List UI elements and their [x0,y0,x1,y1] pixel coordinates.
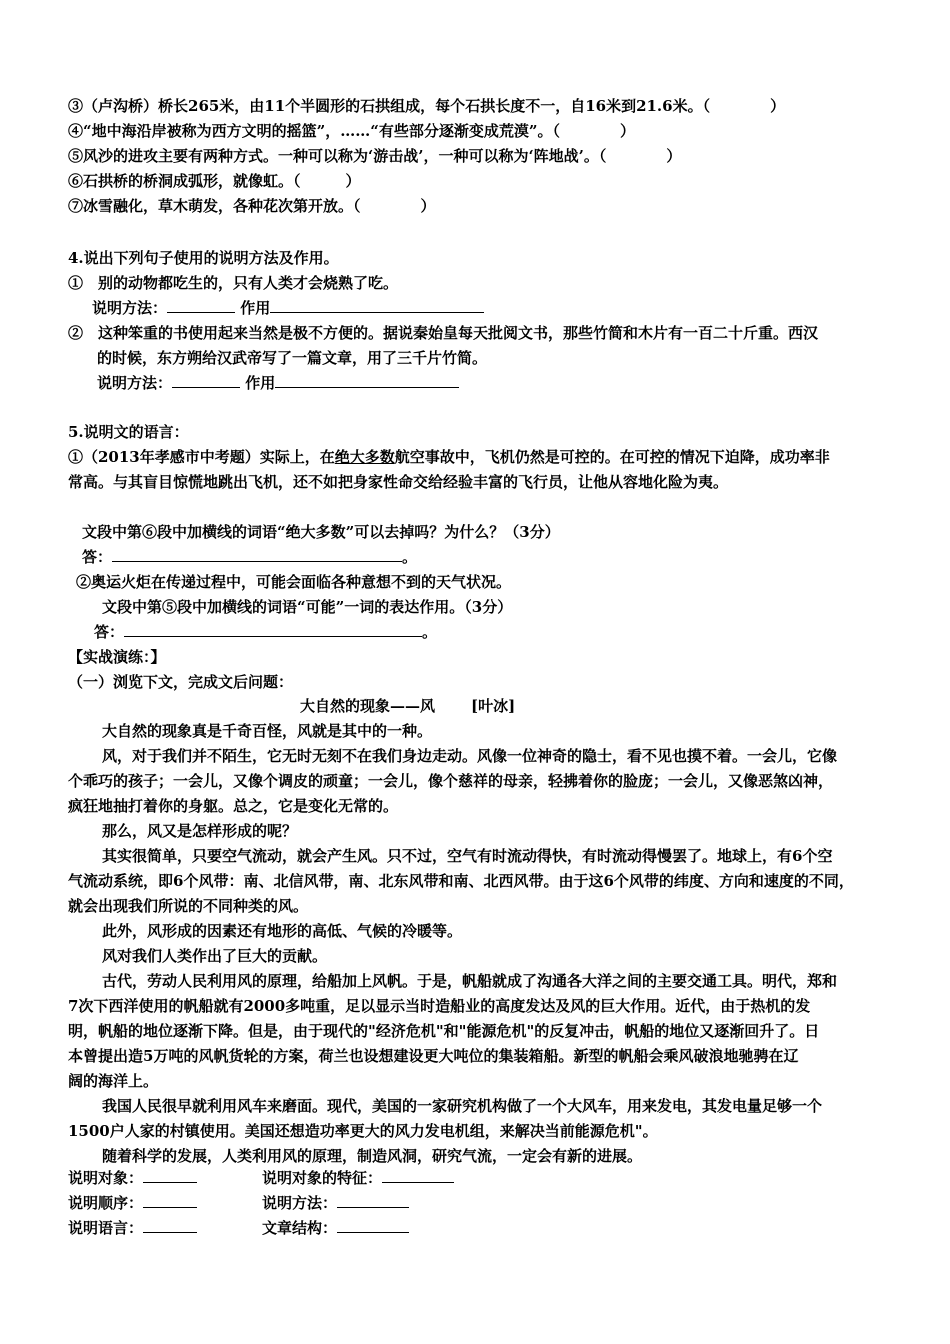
q3-item-3: ③（卢沟桥）桥长265米，由11个半圆形的石拱组成，每个石拱长度不一，自16米到21.6米。（ ） [68,97,786,115]
article-line: 大自然的现象真是千奇百怪，风就是其中的一种。 [102,722,433,740]
effect-label: 作用 [240,299,271,317]
article-author: [叶冰] [471,697,516,715]
q3-item-7: ⑦冰雪融化，草木萌发，各种花次第开放。（ ） [68,197,436,215]
field-label: 说明顺序： [68,1194,144,1212]
field-language [68,1216,197,1240]
answer-label: 答： [82,548,113,566]
q5-item-2-question: 文段中第⑤段中加横线的词语“可能”一词的表达作用。（3分） [102,598,513,616]
field-order [68,1191,197,1215]
method-blank[interactable] [172,372,240,388]
field-method [262,1191,409,1215]
field-label: 说明对象： [68,1169,144,1187]
method-label: 说明方法： [97,374,173,392]
article-line: 我国人民很早就利用风车来磨面。现代，美国的一家研究机构做了一个大风车，用来发电，其发电量足够一个 [102,1097,823,1115]
method-blank[interactable] [167,297,235,313]
effect-blank[interactable] [275,372,459,388]
q4-item-2-answer [97,371,459,395]
article-title-text: 大自然的现象——风 [300,697,436,715]
q5-heading: 5.说明文的语言： [68,423,189,441]
field-feature [262,1166,454,1190]
article-line: 此外，风形成的因素还有地形的高低、气候的冷暖等。 [102,922,463,940]
article-line: 其实很简单，只要空气流动，就会产生风。只不过，空气有时流动得快，有时流动得慢罢了。地球上，有6个空 [102,847,833,865]
article-line: 风对我们人类作出了巨大的贡献。 [102,947,328,965]
field-blank[interactable] [143,1217,197,1233]
q4-item-1-answer [92,296,484,320]
q3-item-4: ④“地中海沿岸被称为西方文明的摇篮”，……“有些部分逐渐变成荒漠”。（ ） [68,122,636,140]
article-line: 就会出现我们所说的不同种类的风。 [68,897,309,915]
field-label: 说明语言： [68,1219,144,1237]
article-line: 本曾提出造5万吨的风帆货轮的方案，荷兰也设想建设更大吨位的集装箱船。新型的帆船会乘风破浪地驰骋在辽 [68,1047,799,1065]
answer-blank[interactable] [124,621,422,637]
q5-item-2: ②奥运火炬在传递过程中，可能会面临各种意想不到的天气状况。 [76,573,512,591]
q5-text: ①（2013年孝感市中考题）实际上，在 [68,448,335,466]
field-blank[interactable] [382,1167,454,1183]
field-structure [262,1216,409,1240]
answer-end: 。 [422,623,438,641]
q4-item-2-line1: ② 这种笨重的书使用起来当然是极不方便的。据说秦始皇每天批阅文书，那些竹简和木片有一百二十斤重。西汉 [68,324,819,342]
q5-item-1-line1 [68,445,830,469]
q3-item-6: ⑥石拱桥的桥洞成弧形，就像虹。（ ） [68,172,361,190]
article-line: 阔的海洋上。 [68,1072,159,1090]
article-line: 疯狂地抽打着你的身躯。总之，它是变化无常的。 [68,797,399,815]
q5-item-2-answer [94,620,437,644]
method-label: 说明方法： [92,299,168,317]
article-line: 那么，风又是怎样形成的呢？ [102,822,298,840]
field-label: 文章结构： [262,1219,338,1237]
answer-end: 。 [402,548,418,566]
q5-item-1-line2: 常高。与其盲目惊慌地跳出飞机，还不如把身家性命交给经验丰富的飞行员，让他从容地化险为夷。 [68,473,729,491]
q5-text: 航空事故中，飞机仍然是可控的。在可控的情况下迫降，成功率非 [394,448,830,466]
article-line: 7次下西洋使用的帆船就有2000多吨重，足以显示当时造船业的高度发达及风的巨大作用。近代，由于热机的发 [68,997,811,1015]
article-line: 个乖巧的孩子；一会儿，又像个调皮的顽童；一会儿，像个慈祥的母亲，轻拂着你的脸庞；一会儿，又像恶煞凶神， [68,772,834,790]
practice-intro: （一）浏览下文，完成文后问题： [68,673,294,691]
article-line: 明，帆船的地位逐渐下降。但是，由于现代的"经济危机"和"能源危机"的反复冲击，帆船的地位又逐渐回升了。日 [68,1022,820,1040]
article-line: 随着科学的发展，人类利用风的原理，制造风洞，研究气流，一定会有新的进展。 [102,1147,643,1165]
underlined-word: 绝大多数 [334,448,395,466]
answer-blank[interactable] [112,546,402,562]
field-blank[interactable] [143,1167,197,1183]
q4-item-2-line2: 的时候，东方朔给汉武帝写了一篇文章，用了三千片竹简。 [97,349,488,367]
practice-heading: 【实战演练：】 [68,648,166,666]
field-object [68,1166,197,1190]
field-blank[interactable] [143,1192,197,1208]
field-blank[interactable] [337,1192,409,1208]
q5-item-1-question: 文段中第⑥段中加横线的词语“绝大多数”可以去掉吗？为什么？（3分） [82,523,560,541]
q3-item-5: ⑤风沙的进攻主要有两种方式。一种可以称为‘游击战’，一种可以称为‘阵地战’。（ ） [68,147,682,165]
answer-label: 答： [94,623,125,641]
article-title [300,694,515,718]
field-blank[interactable] [337,1217,409,1233]
field-label: 说明方法： [262,1194,338,1212]
q5-item-1-answer [82,545,417,569]
q4-heading: 4.说出下列句子使用的说明方法及作用。 [68,249,339,267]
article-line: 1500户人家的村镇使用。美国还想造功率更大的风力发电机组，来解决当前能源危机"。 [68,1122,658,1140]
q4-item-1: ① 别的动物都吃生的，只有人类才会烧熟了吃。 [68,274,399,292]
effect-blank[interactable] [270,297,484,313]
article-line: 气流动系统，即6个风带：南、北信风带，南、北东风带和南、北西风带。由于这6个风带的纬度、方向和速度的不同， [68,872,854,890]
article-line: 古代，劳动人民利用风的原理，给船加上风帆。于是，帆船就成了沟通各大洋之间的主要交通工具。明代，郑和 [102,972,838,990]
article-line: 风，对于我们并不陌生，它无时无刻不在我们身边走动。风像一位神奇的隐士，看不见也摸不着。一会儿，它像 [102,747,838,765]
field-label: 说明对象的特征： [262,1169,383,1187]
effect-label: 作用 [245,374,276,392]
